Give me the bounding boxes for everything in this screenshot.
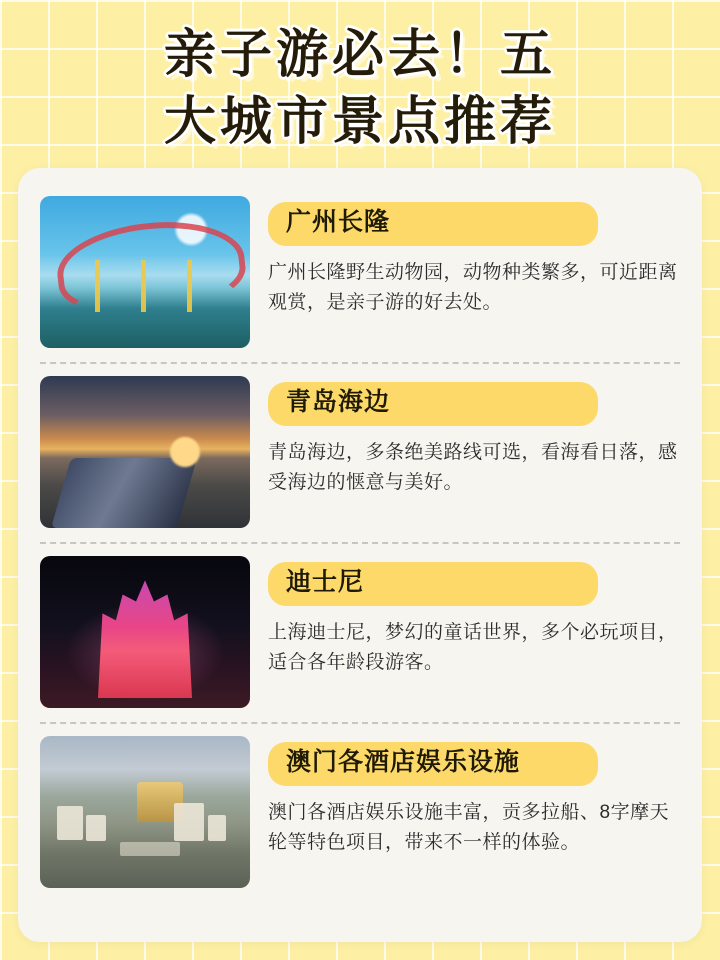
attraction-thumbnail (40, 736, 250, 888)
attraction-body (268, 736, 680, 888)
attraction-heading-pill (268, 742, 598, 786)
attraction-thumbnail (40, 196, 250, 348)
attraction-heading-pill (268, 562, 598, 606)
attraction-body (268, 196, 680, 348)
page-title-line-2: 大城市景点推荐 (163, 92, 556, 151)
attraction-thumbnail (40, 556, 250, 708)
list-item[interactable] (40, 724, 680, 902)
attraction-heading-pill (268, 382, 598, 426)
list-item[interactable] (40, 544, 680, 722)
attraction-description: 澳门各酒店娱乐设施丰富，贡多拉船、8字摩天轮等特色项目，带来不一样的体验。 (268, 801, 670, 854)
attraction-heading: 广州长隆 (286, 208, 391, 236)
theme-park-image (40, 196, 250, 348)
disney-castle-image (40, 556, 250, 708)
attraction-description: 上海迪士尼，梦幻的童话世界，多个必玩项目，适合各年龄段游客。 (268, 621, 678, 674)
attraction-heading-pill (268, 202, 598, 246)
attraction-description: 青岛海边，多条绝美路线可选，看海看日落，感受海边的惬意与美好。 (268, 441, 678, 494)
attraction-heading: 澳门各酒店娱乐设施 (286, 748, 521, 776)
list-item[interactable] (40, 184, 680, 362)
attraction-heading: 青岛海边 (286, 388, 391, 416)
page-title-line-1: 亲子游必去！五 (163, 26, 556, 84)
attraction-body (268, 556, 680, 708)
attractions-card (18, 168, 702, 942)
page-title (0, 0, 720, 167)
attraction-heading: 迪士尼 (286, 568, 365, 596)
attraction-thumbnail (40, 376, 250, 528)
list-item[interactable] (40, 364, 680, 542)
attraction-description: 广州长隆野生动物园，动物种类繁多，可近距离观赏，是亲子游的好去处。 (268, 261, 678, 314)
seaside-sunset-image (40, 376, 250, 528)
attraction-body (268, 376, 680, 528)
macau-resorts-image (40, 736, 250, 888)
